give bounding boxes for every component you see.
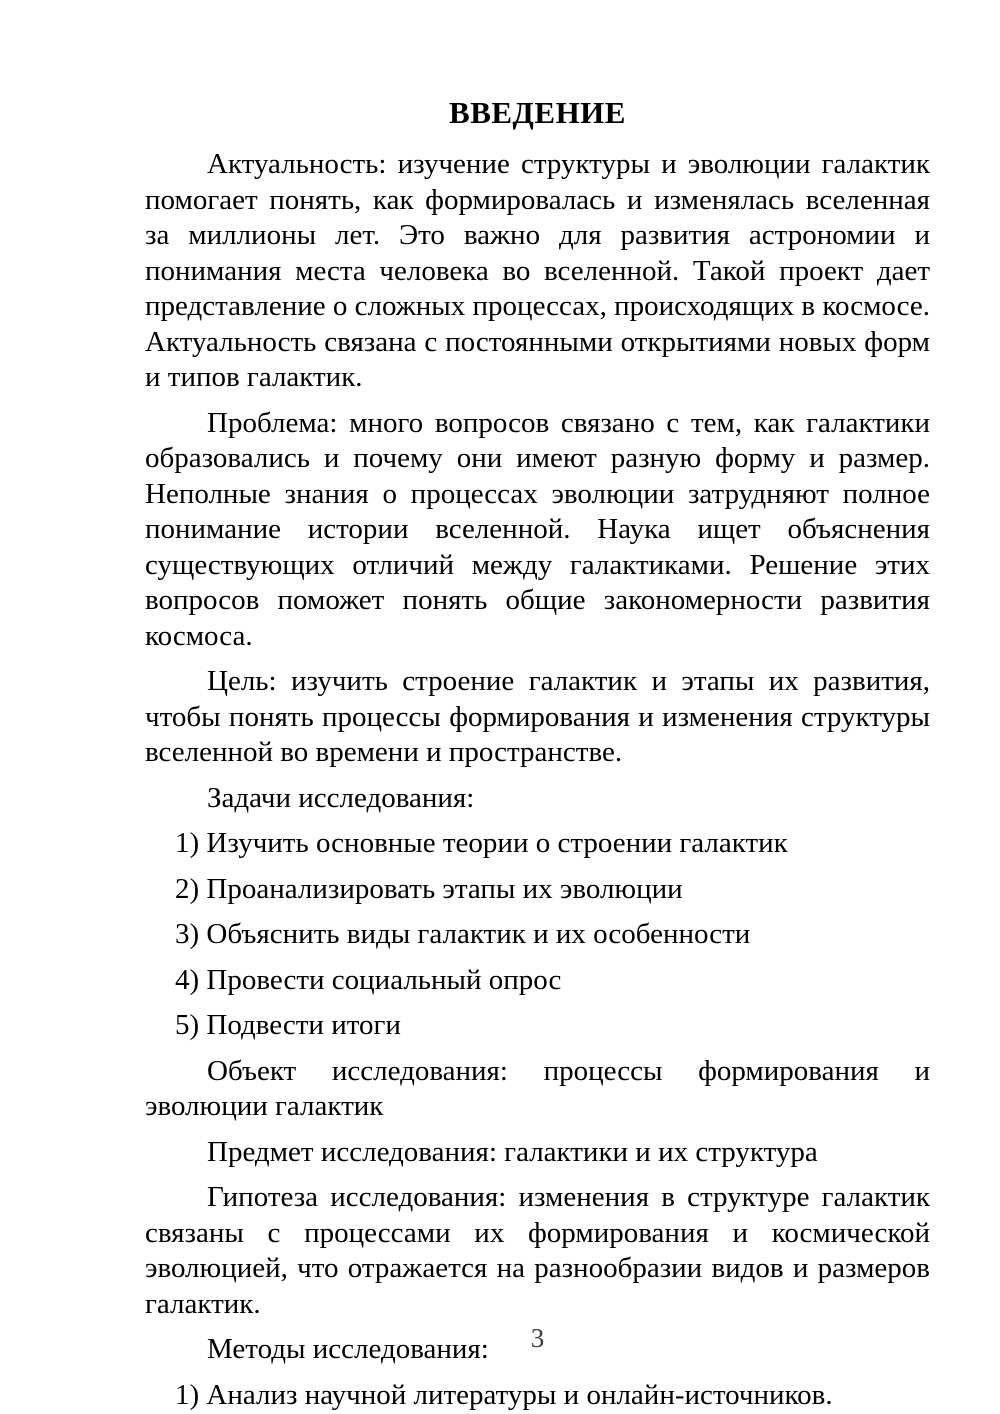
task-list-item: 5) Подвести итоги <box>175 1009 401 1041</box>
page-number: 3 <box>530 1323 545 1353</box>
paragraph-methods-label: Методы исследования: <box>207 1333 489 1365</box>
paragraph-subject: Предмет исследования: галактики и их структура <box>207 1135 818 1168</box>
task-list-item: 2) Проанализировать этапы их эволюции <box>175 872 683 905</box>
task-list-item: 1) Изучить основные теории о строении галактик <box>175 827 788 859</box>
task-list-item: 3) Объяснить виды галактик и их особенности <box>175 918 751 950</box>
document-title: ВВЕДЕНИЕ <box>449 95 626 130</box>
paragraph-hypothesis: Гипотеза исследования: изменения в структуре галактик связаны с процессами их формирования и космической эволюцией, что отражается на разнообразии видов и размеров галактик. <box>145 1181 930 1320</box>
paragraph-tasks-label: Задачи исследования: <box>207 781 475 814</box>
method-list-item: 1) Анализ научной литературы и онлайн-источников. <box>175 1378 833 1411</box>
paragraph-goal: Цель: изучить строение галактик и этапы их развития, чтобы понять процессы формирования и изменения структуры вселенной во времени и пространстве. <box>145 665 930 768</box>
paragraph-relevance: Актуальность: изучение структуры и эволюции галактик помогает понять, как формировалась и изменялась вселенная за миллионы лет. Это важно для развития астрономии и понимания места человека во вселенной. Такой проект дает представление о сложных процессах, происходящих в космосе. Актуальность связана с постоянными открытиями новых форм и типов галактик. <box>145 148 930 393</box>
paragraph-object: Объект исследования: процессы формирования и эволюции галактик <box>145 1054 930 1122</box>
paragraph-problem: Проблема: много вопросов связано с тем, как галактики образовались и почему они имеют разную форму и размер. Неполные знания о процессах эволюции затрудняют полное понимание истории вселенной. Наука ищет объяснения существующих отличий между галактиками. Решение этих вопросов поможет понять общие закономерности развития космоса. <box>145 406 930 652</box>
task-list-item: 4) Провести социальный опрос <box>175 963 562 996</box>
